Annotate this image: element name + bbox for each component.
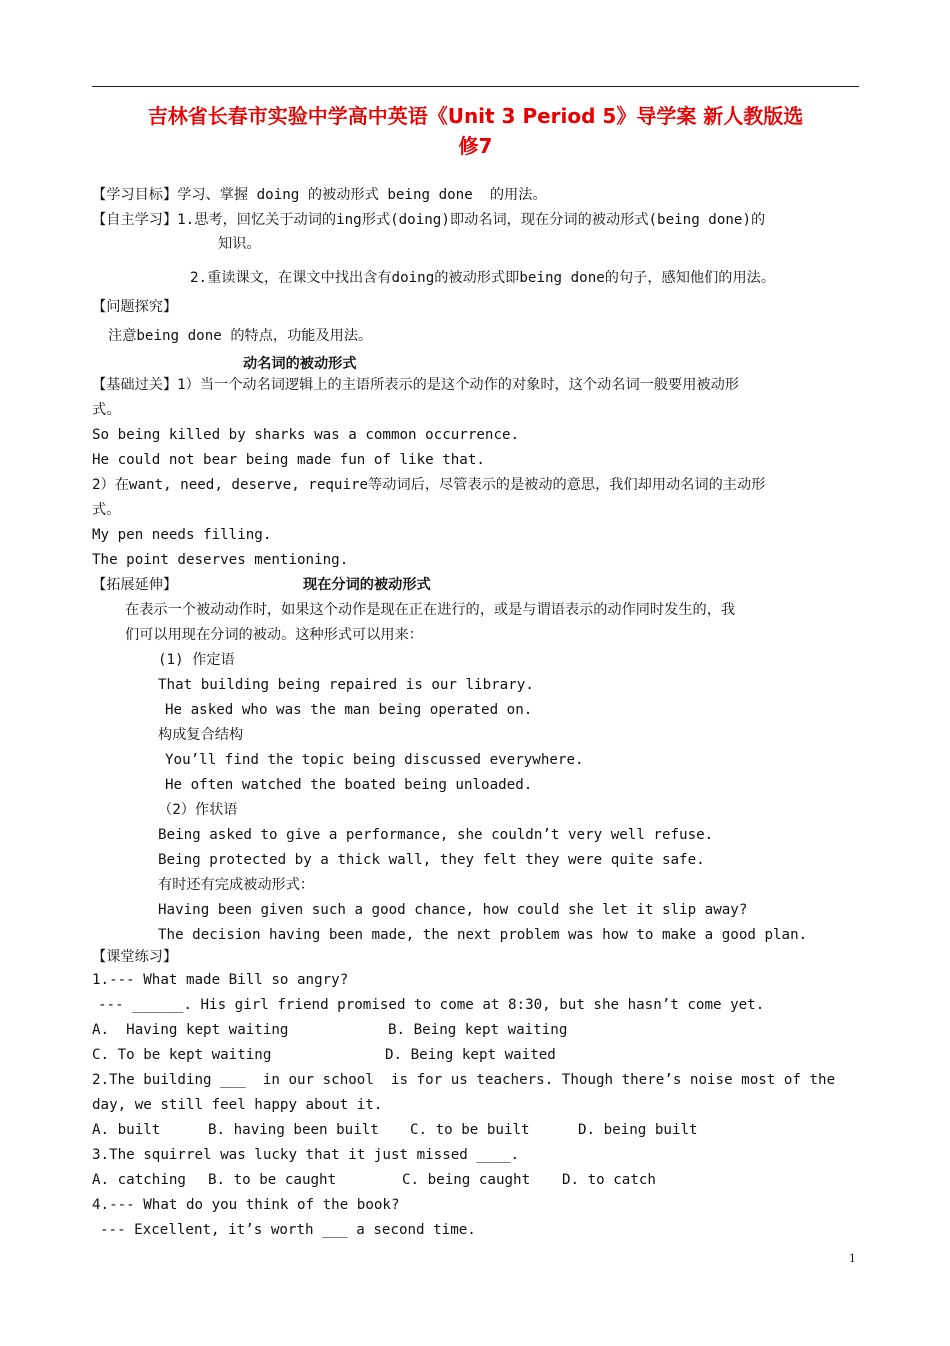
text-line: day, we still feel happy about it.: [92, 1097, 383, 1113]
text-line: 【拓展延伸】: [92, 577, 178, 593]
text-line: D. Being kept waited: [385, 1047, 556, 1063]
text-line: The point deserves mentioning.: [92, 552, 349, 568]
text-line: B. to be caught: [208, 1172, 337, 1188]
text-line: D. being built: [578, 1122, 698, 1138]
text-line: 【问题探究】: [92, 299, 178, 315]
text-line: 构成复合结构: [158, 727, 244, 743]
text-line: D. to catch: [562, 1172, 656, 1188]
header-rule: [92, 86, 859, 87]
text-line: He could not bear being made fun of like that.: [92, 452, 485, 468]
text-line: That building being repaired is our library.: [158, 677, 534, 693]
text-line: You’ll find the topic being discussed everywhere.: [165, 752, 584, 768]
text-line: 【基础过关】1）当一个动名词逻辑上的主语所表示的是这个动作的对象时，这个动名词一般要用被动形: [92, 377, 739, 393]
text-line: 式。: [92, 502, 121, 518]
text-line: (1) 作定语: [158, 652, 235, 668]
page-number: 1: [849, 1250, 856, 1265]
text-line: 3.The squirrel was lucky that it just missed ____.: [92, 1147, 520, 1163]
text-line: --- Excellent, it’s worth ___ a second time.: [100, 1222, 476, 1238]
text-line: A. built: [92, 1122, 161, 1138]
text-line: 们可以用现在分词的被动。这种形式可以用来：: [125, 627, 423, 643]
text-line: A. catching: [92, 1172, 186, 1188]
text-line: --- ______. His girl friend promised to come at 8:30, but she hasn’t come yet.: [98, 997, 765, 1013]
document-title-line-1: 吉林省长春市实验中学高中英语《Unit 3 Period 5》导学案 新人教版选: [147, 104, 804, 128]
text-line: He asked who was the man being operated on.: [165, 702, 533, 718]
text-line: My pen needs filling.: [92, 527, 272, 543]
text-line: Being protected by a thick wall, they felt they were quite safe.: [158, 852, 705, 868]
text-line: Having been given such a good chance, how could she let it slip away?: [158, 902, 748, 918]
text-line: 2）在want, need, deserve, require等动词后，尽管表示的是被动的意思，我们却用动名词的主动形: [92, 477, 766, 493]
text-line: C. being caught: [402, 1172, 531, 1188]
text-line: So being killed by sharks was a common occurrence.: [92, 427, 520, 443]
text-line: B. Being kept waiting: [388, 1022, 568, 1038]
text-line: （2）作状语: [158, 802, 238, 818]
text-line: 4.--- What do you think of the book?: [92, 1197, 400, 1213]
text-line: 【课堂练习】: [92, 949, 178, 965]
text-line: 式。: [92, 402, 121, 418]
text-line: 在表示一个被动动作时，如果这个动作是现在正在进行的，或是与谓语表示的动作同时发生的，我: [125, 602, 736, 618]
text-line: 知识。: [218, 236, 261, 252]
text-line: 有时还有完成被动形式：: [158, 877, 315, 893]
text-line: The decision having been made, the next problem was how to make a good plan.: [158, 927, 808, 943]
text-line: 动名词的被动形式: [243, 356, 357, 372]
document-title-line-2: 修7: [458, 134, 493, 158]
text-line: 【学习目标】学习、掌握 doing 的被动形式 being done 的用法。: [92, 187, 547, 203]
text-line: A. Having kept waiting: [92, 1022, 289, 1038]
text-line: 【自主学习】1.思考，回忆关于动词的ing形式(doing)即动名词，现在分词的被动形式(being done)的: [92, 212, 766, 228]
text-line: 2.重读课文，在课文中找出含有doing的被动形式即being done的句子，感知他们的用法。: [190, 270, 776, 286]
text-line: 2.The building ___ in our school is for us teachers. Though there’s noise most of the: [92, 1072, 836, 1088]
text-line: C. to be built: [410, 1122, 530, 1138]
text-line: B. having been built: [208, 1122, 379, 1138]
text-line: 现在分词的被动形式: [303, 577, 431, 593]
text-line: Being asked to give a performance, she couldn’t very well refuse.: [158, 827, 714, 843]
text-line: He often watched the boated being unloaded.: [165, 777, 533, 793]
text-line: 注意being done 的特点，功能及用法。: [108, 328, 373, 344]
text-line: C. To be kept waiting: [92, 1047, 272, 1063]
text-line: 1.--- What made Bill so angry?: [92, 972, 349, 988]
